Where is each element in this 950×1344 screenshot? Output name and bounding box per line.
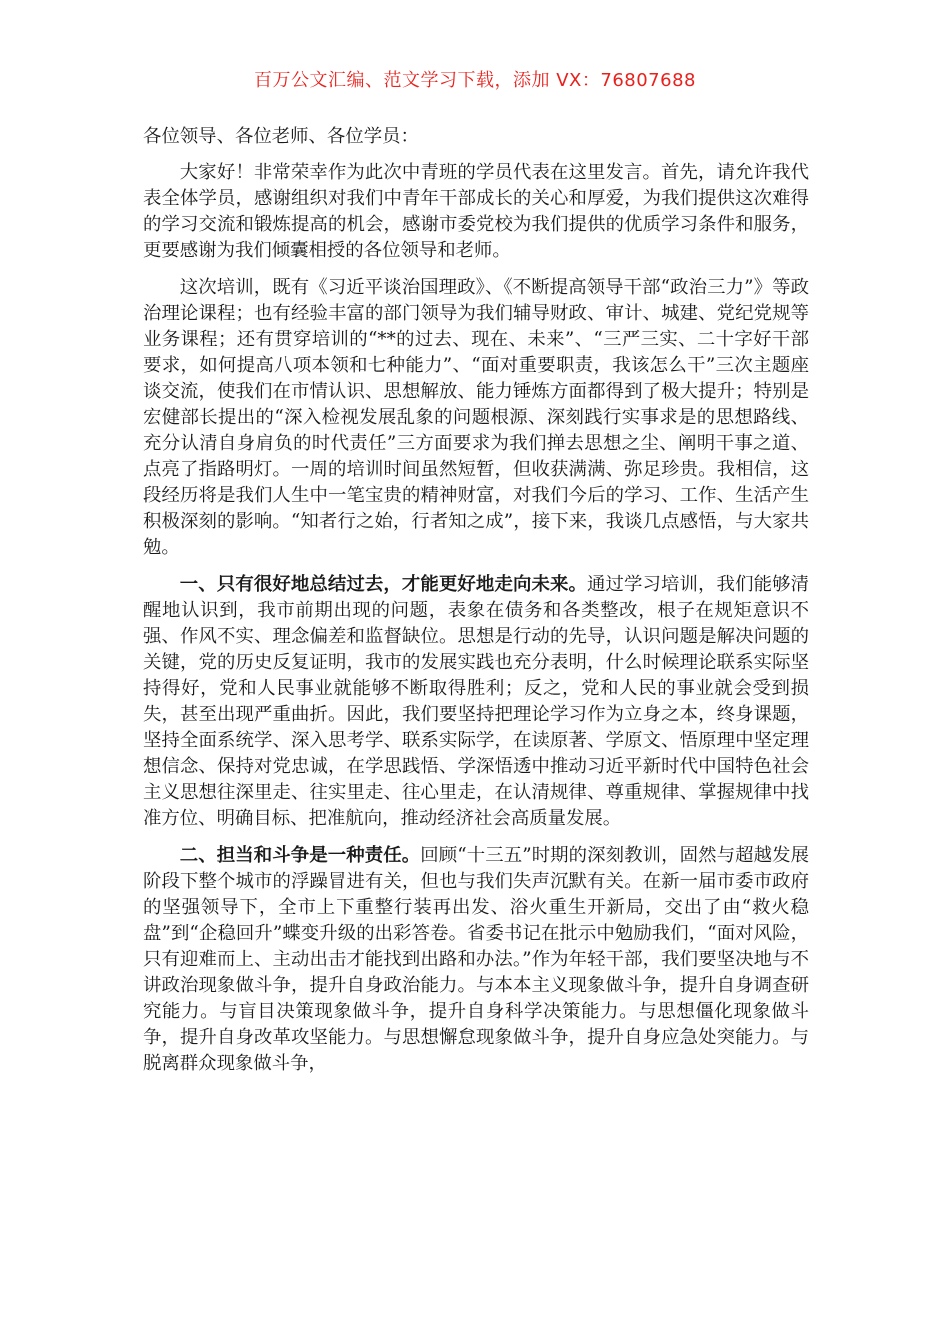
paragraph-text: 回顾“十三五”时期的深刻教训，固然与超越发展阶段下整个城市的浮躁冒进有关，但也与我们失声沉默有关。在新一届市委市政府的坚强领导下，全市上下重整行装再出发、浴火重生开新局，交出了由“救火稳盘”到“企稳回升”蝶变升级的出彩答卷。省委书记在批示中勉励我们，“面对风险，只有迎难而上、主动出击才能找到出路和办法。”作为年轻干部，我们要坚决地与不讲政治现象做斗争，提升自身政治能力。与本本主义现象做斗争，提升自身调查研究能力。与盲目决策现象做斗争，提升自身科学决策能力。与思想僵化现象做斗争，提升自身改革攻坚能力。与思想懈怠现象做斗争，提升自身应急处突能力。与脱离群众现象做斗争， xyxy=(143,845,809,1074)
section-heading: 二、担当和斗争是一种责任。 xyxy=(179,845,421,866)
paragraph-section-two xyxy=(143,843,809,1077)
paragraph-greeting xyxy=(143,160,809,264)
salutation: 各位领导、各位老师、各位学员： xyxy=(143,126,419,147)
paragraph-text: 大家好！非常荣幸作为此次中青班的学员代表在这里发言。首先，请允许我代表全体学员，感谢组织对我们中青年干部成长的关心和厚爱，为我们提供这次难得的学习交流和锻炼提高的机会，感谢市委党校为我们提供的优质学习条件和服务，更要感谢为我们倾囊相授的各位领导和老师。 xyxy=(143,162,809,261)
header-banner: 百万公文汇编、范文学习下载，添加 VX：76807688 xyxy=(254,70,696,91)
document-body xyxy=(143,124,809,1088)
section-heading: 一、只有很好地总结过去，才能更好地走向未来。 xyxy=(179,574,587,595)
paragraph-section-one xyxy=(143,572,809,832)
paragraph-training xyxy=(143,275,809,561)
paragraph-text: 这次培训，既有《习近平谈治国理政》、《不断提高领导干部“政治三力”》等政治理论课程；也有经验丰富的部门领导为我们辅导财政、审计、城建、党纪党规等业务课程；还有贯穿培训的“**的过去、现在、未来”、“三严三实、二十字好干部要求，如何提高八项本领和七种能力”、“面对重要职责，我该怎么干”三次主题座谈交流，使我们在市情认识、思想解放、能力锤炼方面都得到了极大提升；特别是宏健部长提出的“深入检视发展乱象的问题根源、深刻践行实事求是的思想路线、充分认清自身肩负的时代责任”三方面要求为我们掸去思想之尘、阐明干事之道、点亮了指路明灯。一周的培训时间虽然短暂，但收获满满、弥足珍贵。我相信，这段经历将是我们人生中一笔宝贵的精神财富，对我们今后的学习、工作、生活产生积极深刻的影响。“知者行之始，行者知之成”，接下来，我谈几点感悟，与大家共勉。 xyxy=(143,277,809,558)
paragraph-text: 通过学习培训，我们能够清醒地认识到，我市前期出现的问题，表象在债务和各类整改，根子在规矩意识不强、作风不实、理念偏差和监督缺位。思想是行动的先导，认识问题是解决问题的关键，党的历史反复证明，我市的发展实践也充分表明，什么时候理论联系实际坚持得好，党和人民事业就能够不断取得胜利；反之，党和人民的事业就会受到损失，甚至出现严重曲折。因此，我们要坚持把理论学习作为立身之本，终身课题，坚持全面系统学、深入思考学、联系实际学，在读原著、学原文、悟原理中坚定理想信念、保持对党忠诚，在学思践悟、学深悟透中推动习近平新时代中国特色社会主义思想往深里走、往实里走、往心里走，在认清规律、尊重规律、掌握规律中找准方位、明确目标、把准航向，推动经济社会高质量发展。 xyxy=(143,574,809,829)
